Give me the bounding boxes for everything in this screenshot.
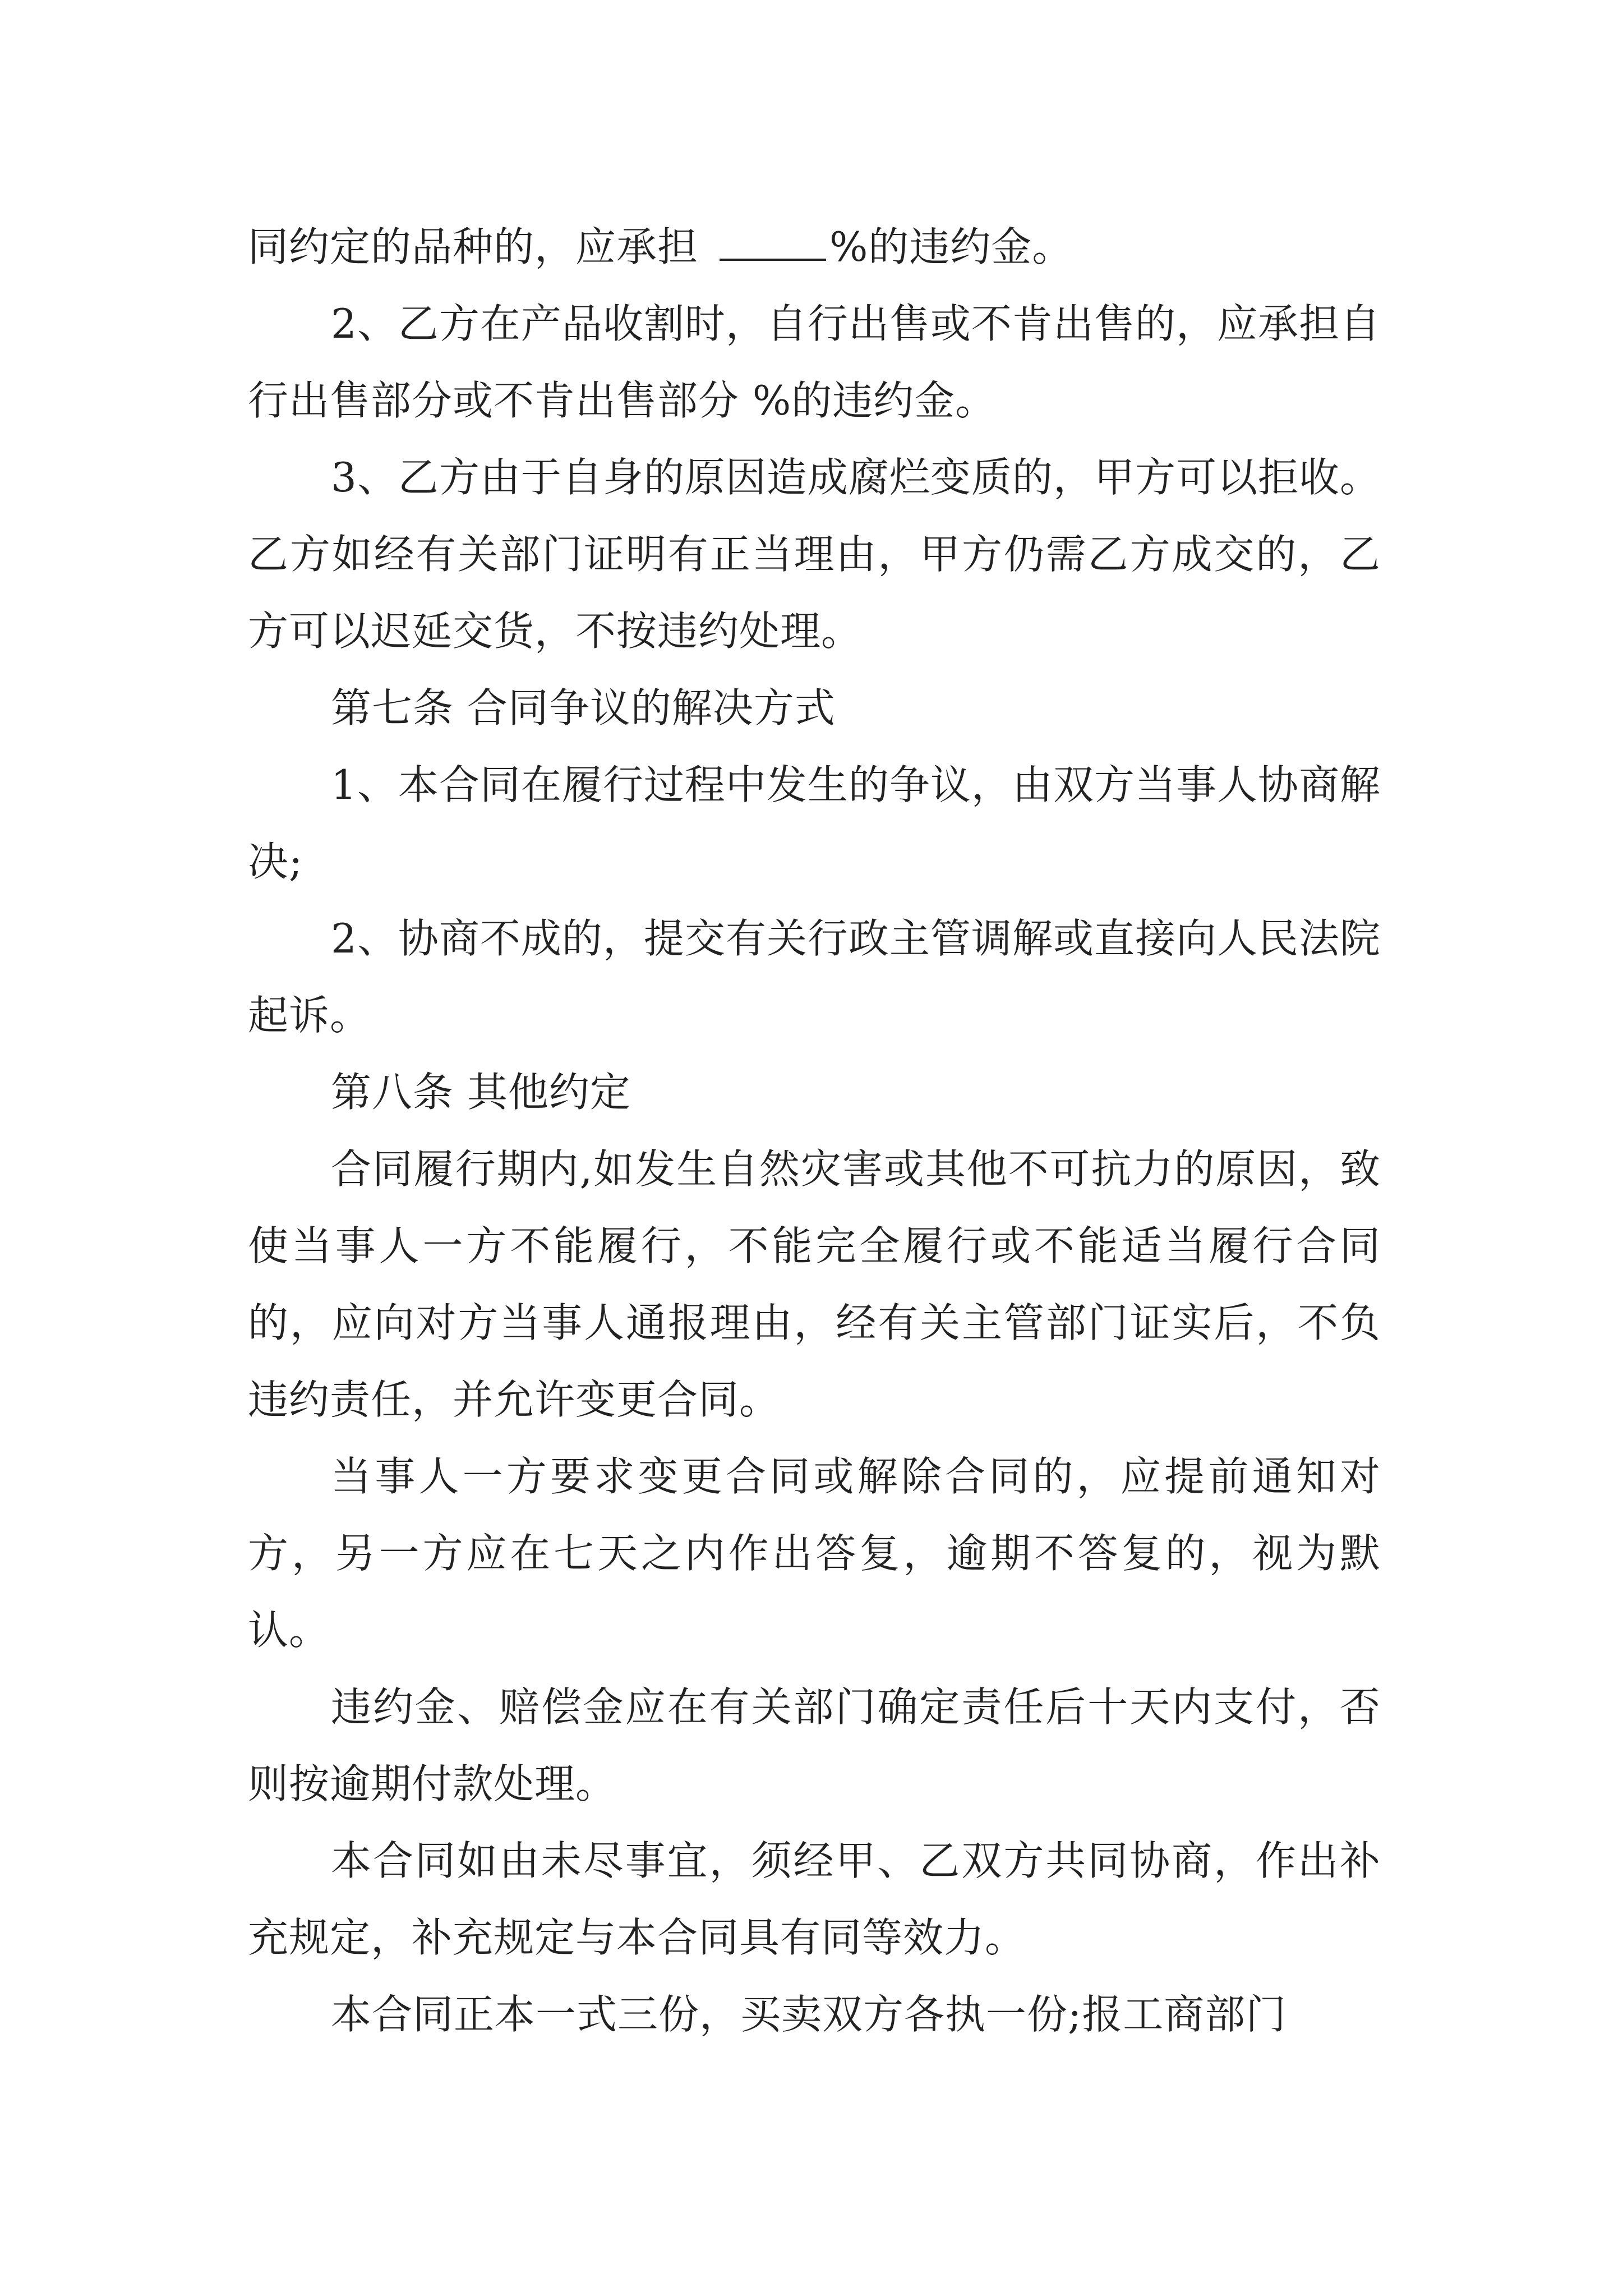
paragraph-clause-2: 2、乙方在产品收割时，自行出售或不肯出售的，应承担自行出售部分或不肯出售部分 %的违约金。	[248, 300, 1381, 424]
paragraph-penalty-payment: 违约金、赔偿金应在有关部门确定责任后十天内支付，否则按逾期付款处理。	[248, 1683, 1381, 1807]
paragraph-supplementary: 本合同如由未尽事宜，须经甲、乙双方共同协商，作出补充规定，补充规定与本合同具有同等效力。	[248, 1837, 1381, 1961]
fill-in-blank	[720, 225, 826, 261]
article-7-heading: 第七条 合同争议的解决方式	[331, 684, 836, 731]
paragraph-dispute-1: 1、本合同在履行过程中发生的争议，由双方当事人协商解决;	[248, 761, 1381, 885]
paragraph-dispute-2: 2、协商不成的，提交有关行政主管调解或直接向人民法院起诉。	[248, 915, 1381, 1039]
paragraph-copies: 本合同正本一式三份，买卖双方各执一份;报工商部门	[331, 1991, 1287, 2038]
document-body	[248, 209, 1381, 2053]
paragraph-force-majeure: 合同履行期内,如发生自然灾害或其他不可抗力的原因，致使当事人一方不能履行，不能完全履行或不能适当履行合同的，应向对方当事人通报理由，经有关主管部门证实后，不负违约责任，并允许变更合同。	[248, 1145, 1381, 1423]
paragraph-clause-3: 3、乙方由于自身的原因造成腐烂变质的，甲方可以拒收。乙方如经有关部门证明有正当理由，甲方仍需乙方成交的，乙方可以迟延交货，不按违约处理。	[248, 454, 1381, 655]
paragraph-text: 同约定的品种的，应承担	[248, 223, 699, 270]
paragraph-text: %的违约金。	[829, 223, 1073, 270]
paragraph-penalty-variety	[248, 209, 1381, 286]
article-8-heading: 第八条 其他约定	[331, 1069, 631, 1116]
paragraph-contract-change: 当事人一方要求变更合同或解除合同的，应提前通知对方，另一方应在七天之内作出答复，逾期不答复的，视为默认。	[248, 1453, 1381, 1654]
